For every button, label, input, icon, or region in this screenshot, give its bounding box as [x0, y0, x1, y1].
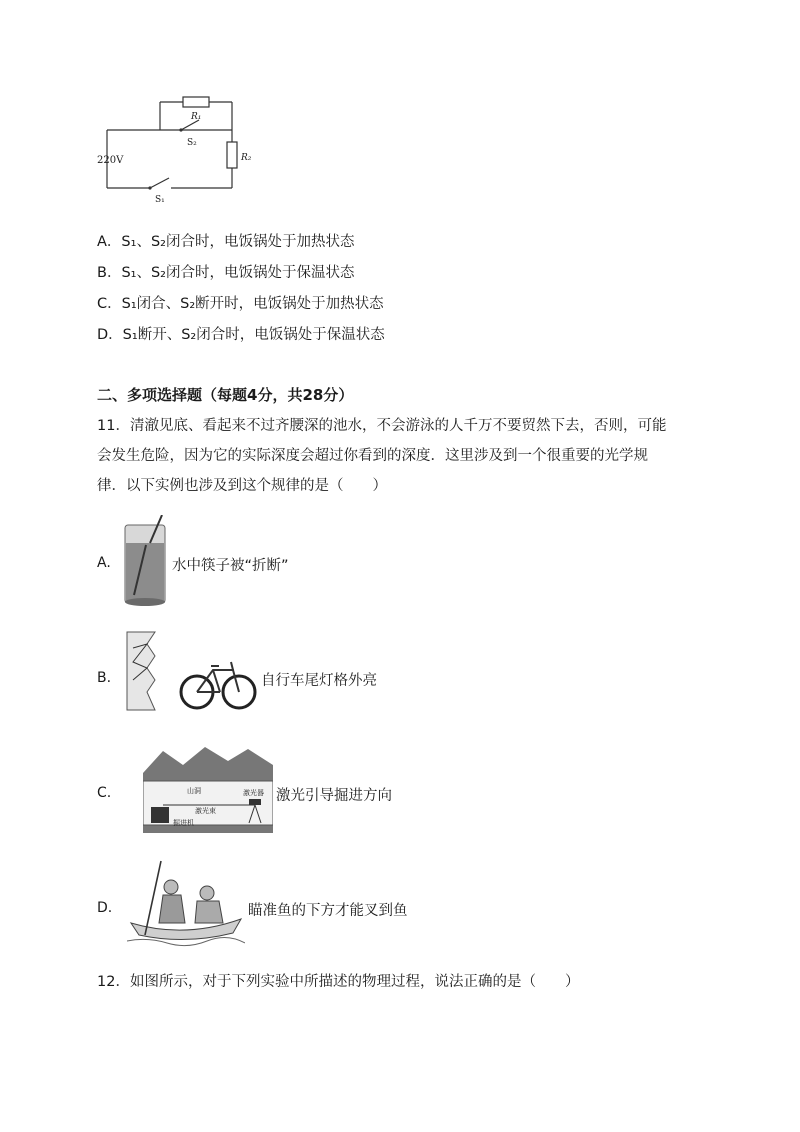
svg-text:掘进机: 掘进机	[173, 819, 194, 827]
voltage-label: 220V	[97, 155, 124, 166]
q11-option-b-letter: B.	[97, 670, 112, 686]
r1-label: R₁	[191, 112, 202, 122]
q11-option-d-text: 瞄准鱼的下方才能叉到鱼	[248, 903, 408, 919]
q11-option-d-letter: D.	[97, 900, 113, 916]
chopstick-in-water-image	[122, 515, 170, 607]
bicycle-reflector-image	[125, 630, 260, 715]
s2-label: S₂	[187, 138, 197, 148]
q10-option-c: C．S₁闭合、S₂断开时，电饭锅处于加热状态	[97, 296, 384, 312]
q11-option-a-text: 水中筷子被“折断”	[172, 558, 289, 574]
s1-label: S₁	[155, 195, 165, 205]
q10-option-d: D．S₁断开、S₂闭合时，电饭锅处于保温状态	[97, 327, 385, 343]
laser-tunnel-image	[143, 743, 273, 833]
circuit-diagram	[95, 90, 265, 205]
section-title: 二、多项选择题（每题4分，共28分）	[97, 386, 354, 404]
spear-fishing-image	[127, 857, 245, 949]
r2-label: R₂	[241, 153, 252, 163]
q11-option-b-text: 自行车尾灯格外亮	[261, 673, 377, 689]
q12-stem: 12．如图所示，对于下列实验中所描述的物理过程，说法正确的是（ ）	[97, 974, 580, 990]
svg-text:山洞: 山洞	[187, 787, 201, 795]
q11-stem: 11．清澈见底、看起来不过齐腰深的池水，不会游泳的人千万不要贸然下去，否则，可能 会发生危险，因为它的实际深度会超过你看到的深度．这里涉及到一个很重要的光学规 律．以下实例也涉及到这个规律的是（ ）	[97, 418, 667, 494]
svg-text:激光器: 激光器	[243, 789, 264, 797]
q11-option-c-letter: C.	[97, 785, 112, 801]
q10-option-b: B．S₁、S₂闭合时，电饭锅处于保温状态	[97, 265, 355, 281]
q10-option-a: A．S₁、S₂闭合时，电饭锅处于加热状态	[97, 234, 355, 250]
q11-option-a-letter: A.	[97, 555, 111, 571]
q11-option-c-text: 激光引导掘进方向	[276, 788, 392, 804]
svg-text:激光束: 激光束	[195, 807, 216, 815]
